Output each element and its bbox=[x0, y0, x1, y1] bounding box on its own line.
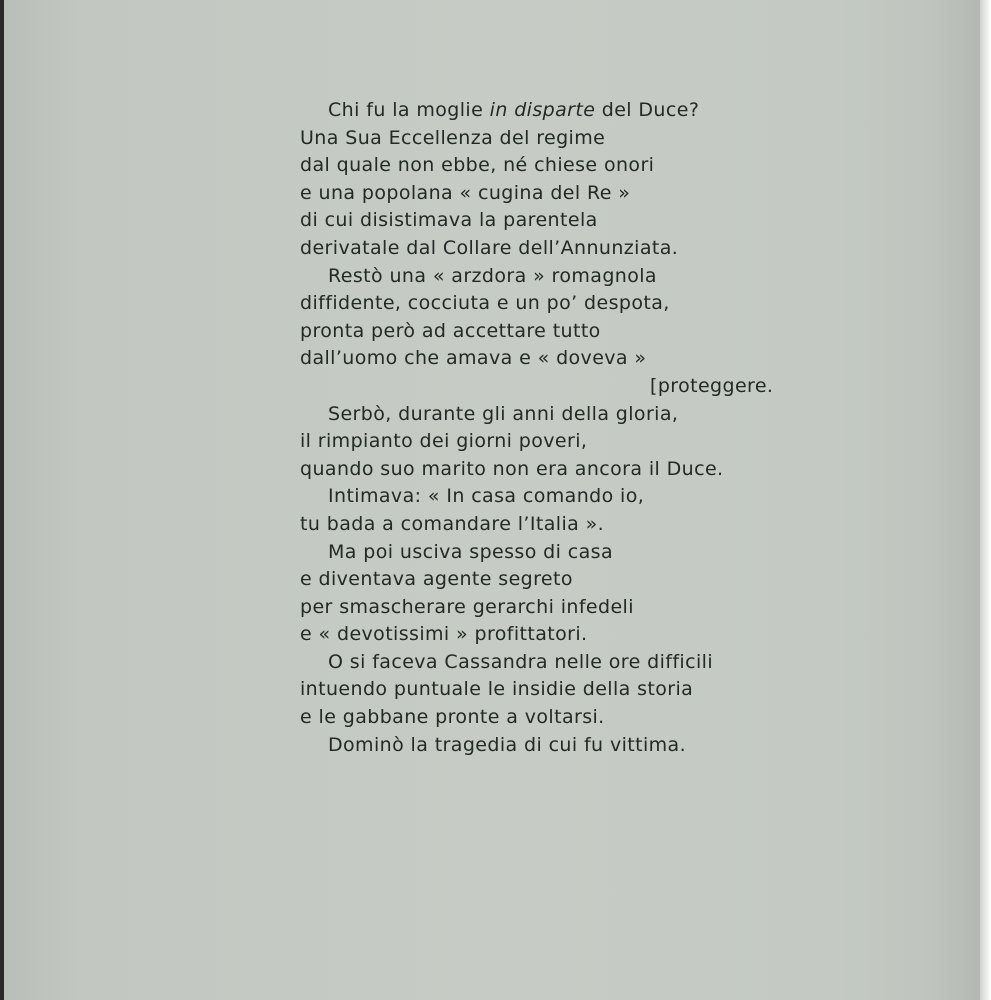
poem-line-18: e diventava agente segreto bbox=[300, 568, 573, 591]
poem-line-12: Serbò, durante gli anni della gloria, bbox=[328, 402, 679, 425]
poem-line-5: di cui disistimava la parentela bbox=[300, 209, 598, 232]
poem-line-9: pronta però ad accettare tutto bbox=[300, 319, 601, 342]
poem-line-2: Una Sua Eccellenza del regime bbox=[300, 126, 606, 149]
poem-line-13: il rimpianto dei giorni poveri, bbox=[300, 430, 588, 453]
poem-line-8: diffidente, cocciuta e un po’ despota, bbox=[300, 292, 670, 315]
poem-line-14: quando suo marito non era ancora il Duce. bbox=[300, 457, 724, 480]
poem-text bbox=[300, 97, 900, 759]
emphasized-phrase: in disparte bbox=[489, 99, 596, 121]
poem-line-4: e una popolana « cugina del Re » bbox=[300, 181, 631, 204]
poem-line-23: e le gabbane pronte a voltarsi. bbox=[300, 706, 605, 729]
poem-line-11-continuation: [proteggere. bbox=[650, 374, 774, 397]
poem-line-16: tu bada a comandare l’Italia ». bbox=[300, 512, 605, 535]
poem-line-6: derivatale dal Collare dell’Annunziata. bbox=[300, 236, 679, 259]
poem-line-3: dal quale non ebbe, né chiese onori bbox=[300, 154, 655, 177]
poem-line-15: Intimava: « In casa comando io, bbox=[328, 485, 645, 508]
book-page bbox=[4, 0, 980, 1000]
poem-line-1: Chi fu la moglie in disparte del Duce? bbox=[328, 99, 700, 121]
poem-line-17: Ma poi usciva spesso di casa bbox=[328, 540, 613, 563]
poem-line-22: intuendo puntuale le insidie della storia bbox=[300, 678, 694, 701]
poem-line-20: e « devotissimi » profittatori. bbox=[300, 623, 588, 646]
poem-line-21: O si faceva Cassandra nelle ore difficili bbox=[328, 650, 713, 673]
poem-line-24: Dominò la tragedia di cui fu vittima. bbox=[328, 733, 687, 756]
poem-line-10: dall’uomo che amava e « doveva » bbox=[300, 347, 647, 370]
poem-line-19: per smascherare gerarchi infedeli bbox=[300, 595, 634, 618]
poem-line-7: Restò una « arzdora » romagnola bbox=[328, 264, 657, 287]
scan-margin bbox=[980, 0, 991, 1000]
